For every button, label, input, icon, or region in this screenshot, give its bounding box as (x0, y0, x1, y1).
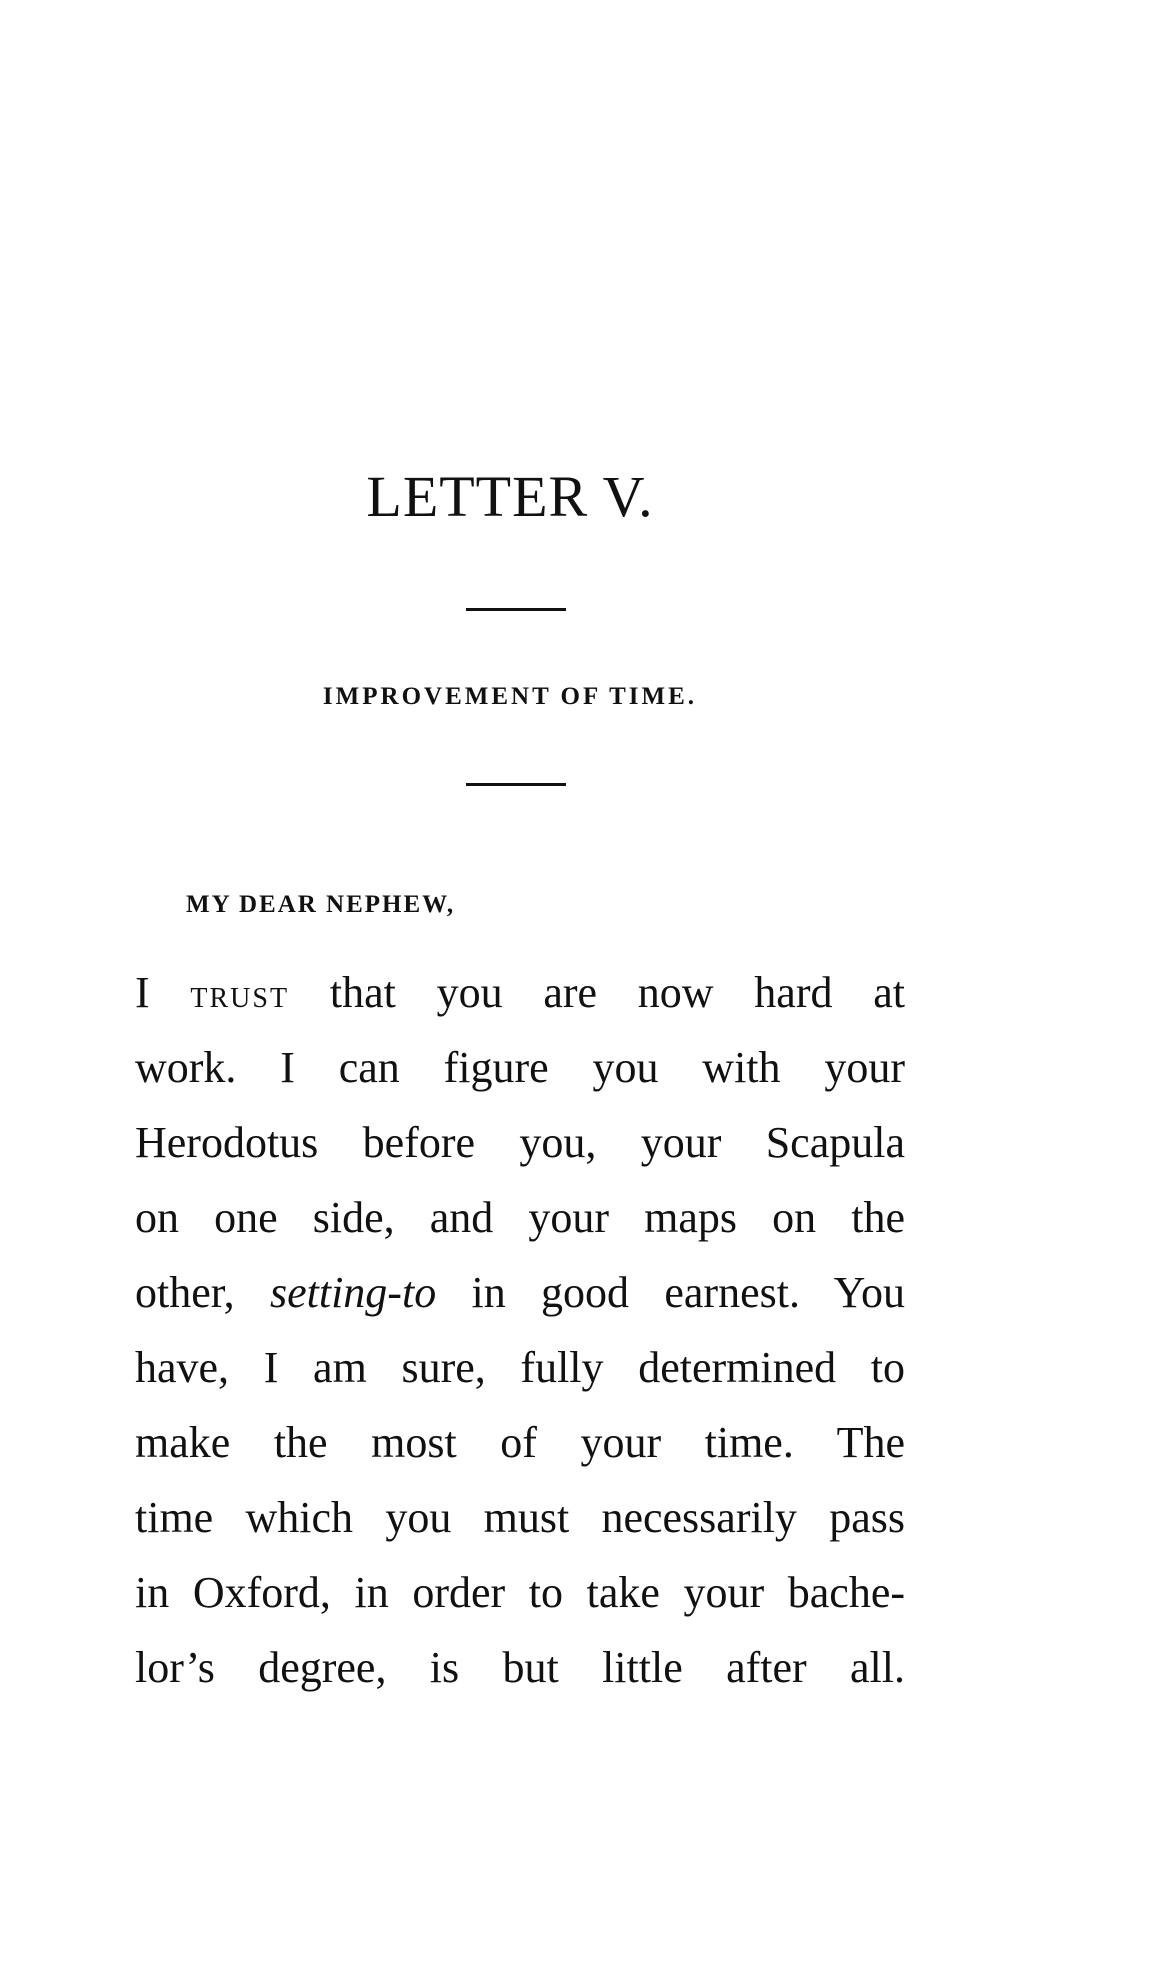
letter-title: LETTER V. (366, 464, 654, 529)
body-line-5-rest: in good earnest. You (471, 1268, 906, 1317)
salutation: MY DEAR NEPHEW, (186, 891, 456, 918)
drop-word: I (135, 968, 150, 1017)
body-line-10: lor’s degree, is but little after all. (135, 1643, 905, 1692)
body-line-1 (135, 955, 905, 1030)
body-line-3: Herodotus before you, your Scapula (135, 1118, 905, 1167)
body-line-9: in Oxford, in order to take your bache- (135, 1568, 905, 1617)
body-line-6: have, I am sure, fully determined to (135, 1343, 905, 1392)
body-line-5-start: other, (135, 1268, 235, 1317)
body-line-1-rest: that you are now hard at (329, 968, 905, 1017)
body-line-2: work. I can figure you with your (135, 1043, 905, 1092)
divider-rule-bottom (466, 783, 566, 786)
body-line-4: on one side, and your maps on the (135, 1193, 905, 1242)
divider-rule-top (466, 608, 566, 611)
body-line-8: time which you must necessarily pass (135, 1493, 905, 1542)
letter-body (135, 955, 905, 1705)
smallcaps-word: TRUST (190, 983, 290, 1014)
letter-subtitle: IMPROVEMENT OF TIME. (322, 683, 698, 710)
body-line-5 (135, 1255, 905, 1330)
body-line-7: make the most of your time. The (135, 1418, 905, 1467)
italic-phrase: setting-to (269, 1268, 437, 1317)
